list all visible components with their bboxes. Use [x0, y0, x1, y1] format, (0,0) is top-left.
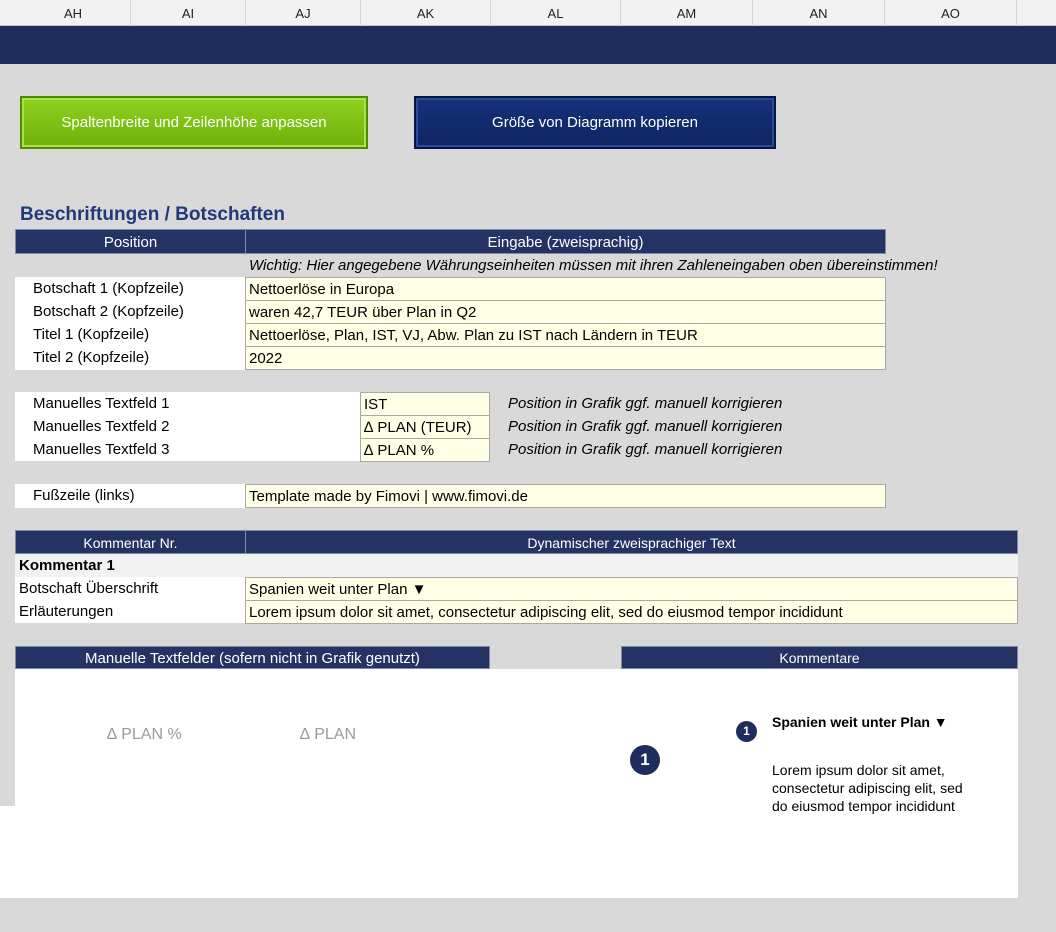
manual-field-1-input[interactable]: IST — [360, 392, 490, 416]
input-titel-1[interactable]: Nettoerlöse, Plan, IST, VJ, Abw. Plan zu IST nach Ländern in TEUR — [245, 323, 886, 347]
column-header-ak[interactable]: AK — [361, 0, 491, 26]
preview-area-left-edge — [0, 806, 15, 898]
column-header-bar — [0, 0, 1056, 26]
comment-marker-small: 1 — [736, 721, 757, 742]
footer-input[interactable]: Template made by Fimovi | www.fimovi.de — [245, 484, 886, 508]
manual-field-2-label: Manuelles Textfeld 2 — [33, 418, 170, 435]
header-manual-textfields: Manuelle Textfelder (sofern nicht in Grafik genutzt) — [15, 646, 490, 669]
row-label-botschaft-1: Botschaft 1 (Kopfzeile) — [33, 280, 184, 297]
column-header-aj[interactable]: AJ — [246, 0, 361, 26]
manual-field-3-note: Position in Grafik ggf. manuell korrigieren — [508, 441, 783, 458]
manual-field-1-label: Manuelles Textfeld 1 — [33, 395, 170, 412]
manual-field-2-note: Position in Grafik ggf. manuell korrigieren — [508, 418, 783, 435]
row-label-titel-1: Titel 1 (Kopfzeile) — [33, 326, 150, 343]
comment-group-row — [15, 554, 1018, 577]
row-label-titel-2: Titel 2 (Kopfzeile) — [33, 349, 150, 366]
footer-label: Fußzeile (links) — [33, 487, 135, 504]
column-header-am[interactable]: AM — [621, 0, 753, 26]
column-header-ah[interactable]: AH — [16, 0, 131, 26]
section-title: Beschriftungen / Botschaften — [20, 204, 285, 225]
currency-warning: Wichtig: Hier angegebene Währungseinheiten müssen mit ihren Zahleneingaben oben übereinstimmen! — [249, 257, 938, 274]
manual-field-3-label: Manuelles Textfeld 3 — [33, 441, 170, 458]
column-header-an[interactable]: AN — [753, 0, 885, 26]
column-header-al[interactable]: AL — [491, 0, 621, 26]
manual-field-3-input[interactable]: ∆ PLAN % — [360, 438, 490, 462]
row-label-botschaft-2: Botschaft 2 (Kopfzeile) — [33, 303, 184, 320]
manual-field-2-input[interactable]: ∆ PLAN (TEUR) — [360, 415, 490, 439]
header-position: Position — [15, 229, 246, 254]
header-input: Eingabe (zweisprachig) — [245, 229, 886, 254]
comment-group-title: Kommentar 1 — [19, 557, 115, 574]
input-botschaft-2[interactable]: waren 42,7 TEUR über Plan in Q2 — [245, 300, 886, 324]
input-titel-2[interactable]: 2022 — [245, 346, 886, 370]
adjust-size-button[interactable]: Spaltenbreite und Zeilenhöhe anpassen — [20, 96, 368, 149]
header-dynamic-text: Dynamischer zweisprachiger Text — [245, 530, 1018, 554]
comment-body: Lorem ipsum dolor sit amet, consectetur adipiscing elit, sed do eiusmod tempor incididunt — [772, 762, 963, 814]
comment-label-heading: Botschaft Überschrift — [19, 580, 159, 597]
comment-explanation-input[interactable]: Lorem ipsum dolor sit amet, consectetur adipiscing elit, sed do eiusmod tempor incididunt — [245, 600, 1018, 624]
column-header-ai[interactable]: AI — [131, 0, 246, 26]
column-header-ao[interactable]: AO — [885, 0, 1017, 26]
input-botschaft-1[interactable]: Nettoerlöse in Europa — [245, 277, 886, 301]
header-comment-nr: Kommentar Nr. — [15, 530, 246, 554]
comment-label-explanation: Erläuterungen — [19, 603, 114, 620]
comment-title: Spanien weit unter Plan ▼ — [772, 714, 948, 730]
comment-marker-large[interactable]: 1 — [630, 745, 660, 775]
preview-label-plan-pct[interactable]: ∆ PLAN % — [107, 726, 182, 743]
copy-chart-size-button[interactable]: Größe von Diagramm kopieren — [414, 96, 776, 149]
preview-label-plan[interactable]: ∆ PLAN — [300, 726, 357, 743]
comment-heading-input[interactable]: Spanien weit unter Plan ▼ — [245, 577, 1018, 601]
top-banner — [0, 26, 1056, 64]
manual-field-1-note: Position in Grafik ggf. manuell korrigieren — [508, 395, 783, 412]
header-comments: Kommentare — [621, 646, 1018, 669]
